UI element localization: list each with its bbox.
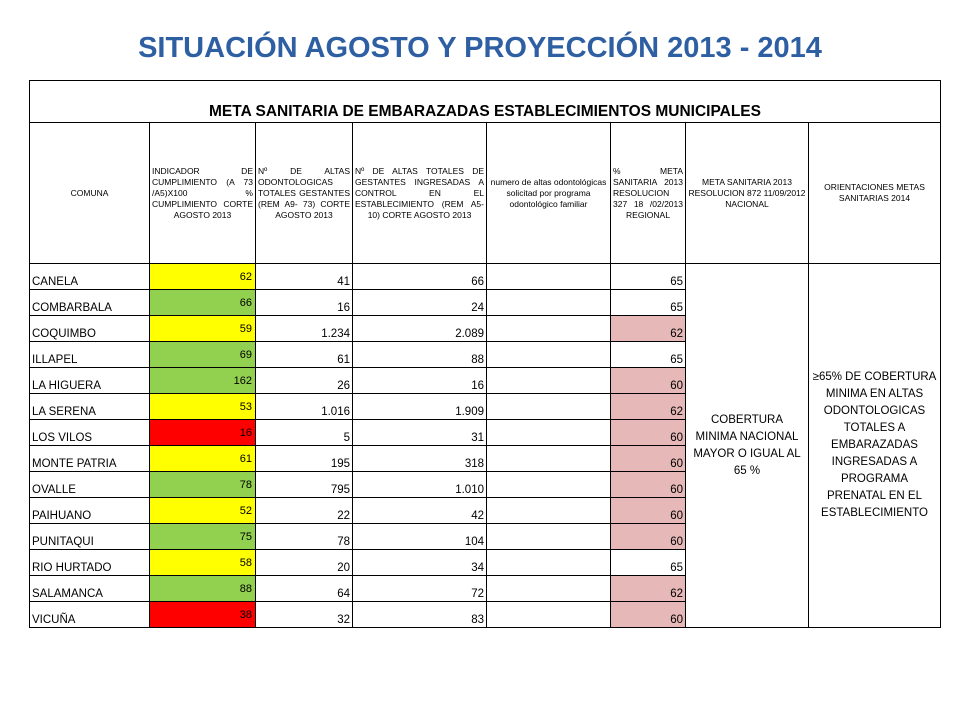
altas-solicitadas-cell bbox=[487, 576, 611, 602]
meta-regional-cell: 62 bbox=[611, 394, 686, 420]
altas-solicitadas-cell bbox=[487, 550, 611, 576]
altas-totales-cell: 24 bbox=[353, 290, 487, 316]
slide-title: SITUACIÓN AGOSTO Y PROYECCIÓN 2013 - 2014 bbox=[138, 32, 822, 64]
altas-odontologicas-cell: 61 bbox=[256, 342, 353, 368]
indicador-cell: 38 bbox=[150, 602, 256, 628]
header-meta-nacional: META SANITARIA 2013 RESOLUCION 872 11/09/2012 NACIONAL bbox=[686, 123, 809, 264]
indicador-cell: 88 bbox=[150, 576, 256, 602]
comuna-cell: COQUIMBO bbox=[30, 316, 150, 342]
altas-totales-cell: 88 bbox=[353, 342, 487, 368]
indicador-cell: 16 bbox=[150, 420, 256, 446]
altas-odontologicas-cell: 78 bbox=[256, 524, 353, 550]
altas-solicitadas-cell bbox=[487, 524, 611, 550]
altas-totales-cell: 1.909 bbox=[353, 394, 487, 420]
altas-odontologicas-cell: 22 bbox=[256, 498, 353, 524]
indicador-cell: 78 bbox=[150, 472, 256, 498]
altas-totales-cell: 104 bbox=[353, 524, 487, 550]
header-indicador: INDICADOR DE CUMPLIMIENTO (A 73 /A5)X100 % CUMPLIMIENTO CORTE AGOSTO 2013 bbox=[150, 123, 256, 264]
indicador-cell: 62 bbox=[150, 264, 256, 290]
altas-solicitadas-cell bbox=[487, 446, 611, 472]
meta-nacional-cell: COBERTURA MINIMA NACIONAL MAYOR O IGUAL AL 65 % bbox=[686, 264, 809, 628]
comuna-cell: LA HIGUERA bbox=[30, 368, 150, 394]
meta-regional-cell: 60 bbox=[611, 472, 686, 498]
meta-regional-cell: 60 bbox=[611, 498, 686, 524]
meta-regional-cell: 65 bbox=[611, 342, 686, 368]
altas-totales-cell: 72 bbox=[353, 576, 487, 602]
altas-totales-cell: 1.010 bbox=[353, 472, 487, 498]
altas-solicitadas-cell bbox=[487, 498, 611, 524]
altas-totales-cell: 34 bbox=[353, 550, 487, 576]
indicador-cell: 75 bbox=[150, 524, 256, 550]
meta-regional-cell: 62 bbox=[611, 316, 686, 342]
table-row bbox=[30, 264, 941, 290]
altas-solicitadas-cell bbox=[487, 420, 611, 446]
altas-totales-cell: 66 bbox=[353, 264, 487, 290]
comuna-cell: CANELA bbox=[30, 264, 150, 290]
meta-sanitaria-table bbox=[29, 80, 941, 628]
altas-solicitadas-cell bbox=[487, 472, 611, 498]
altas-solicitadas-cell bbox=[487, 264, 611, 290]
comuna-cell: SALAMANCA bbox=[30, 576, 150, 602]
altas-solicitadas-cell bbox=[487, 602, 611, 628]
meta-regional-cell: 60 bbox=[611, 524, 686, 550]
altas-solicitadas-cell bbox=[487, 394, 611, 420]
comuna-cell: LA SERENA bbox=[30, 394, 150, 420]
comuna-cell: LOS VILOS bbox=[30, 420, 150, 446]
altas-odontologicas-cell: 795 bbox=[256, 472, 353, 498]
comuna-cell: OVALLE bbox=[30, 472, 150, 498]
altas-solicitadas-cell bbox=[487, 368, 611, 394]
altas-totales-cell: 83 bbox=[353, 602, 487, 628]
altas-totales-cell: 2.089 bbox=[353, 316, 487, 342]
comuna-cell: RIO HURTADO bbox=[30, 550, 150, 576]
header-row bbox=[30, 123, 941, 264]
altas-odontologicas-cell: 195 bbox=[256, 446, 353, 472]
meta-regional-cell: 65 bbox=[611, 264, 686, 290]
altas-solicitadas-cell bbox=[487, 316, 611, 342]
indicador-cell: 162 bbox=[150, 368, 256, 394]
comuna-cell: MONTE PATRIA bbox=[30, 446, 150, 472]
altas-odontologicas-cell: 41 bbox=[256, 264, 353, 290]
header-meta-regional: % META SANITARIA 2013 RESOLUCION 327 18 /02/2013 REGIONAL bbox=[611, 123, 686, 264]
meta-regional-cell: 65 bbox=[611, 290, 686, 316]
indicador-cell: 61 bbox=[150, 446, 256, 472]
altas-totales-cell: 16 bbox=[353, 368, 487, 394]
header-orientaciones-2014: ORIENTACIONES METAS SANITARIAS 2014 bbox=[809, 123, 941, 264]
indicador-cell: 66 bbox=[150, 290, 256, 316]
meta-regional-cell: 60 bbox=[611, 602, 686, 628]
altas-odontologicas-cell: 1.016 bbox=[256, 394, 353, 420]
meta-regional-cell: 62 bbox=[611, 576, 686, 602]
header-altas-solicitadas: numero de altas odontológicas solicitad por programa odontológico familiar bbox=[487, 123, 611, 264]
indicador-cell: 52 bbox=[150, 498, 256, 524]
altas-odontologicas-cell: 5 bbox=[256, 420, 353, 446]
header-altas-totales: Nº DE ALTAS TOTALES DE GESTANTES INGRESADAS A CONTROL EN EL ESTABLECIMIENTO (REM A5-10) CORTE AGOSTO 2013 bbox=[353, 123, 487, 264]
altas-solicitadas-cell bbox=[487, 342, 611, 368]
orientaciones-cell: ≥65% DE COBERTURA MINIMA EN ALTAS ODONTOLOGICAS TOTALES A EMBARAZADAS INGRESADAS A PROGRAMA PRENATAL EN EL ESTABLECIMIENTO bbox=[809, 264, 941, 628]
header-altas-odontologicas: Nº DE ALTAS ODONTOLOGICAS TOTALES GESTANTES (REM A9- 73) CORTE AGOSTO 2013 bbox=[256, 123, 353, 264]
altas-totales-cell: 42 bbox=[353, 498, 487, 524]
table-subtitle: META SANITARIA DE EMBARAZADAS ESTABLECIMIENTOS MUNICIPALES bbox=[30, 81, 941, 123]
comuna-cell: PAIHUANO bbox=[30, 498, 150, 524]
indicador-cell: 58 bbox=[150, 550, 256, 576]
altas-totales-cell: 318 bbox=[353, 446, 487, 472]
meta-regional-cell: 60 bbox=[611, 368, 686, 394]
header-comuna: COMUNA bbox=[30, 123, 150, 264]
altas-solicitadas-cell bbox=[487, 290, 611, 316]
meta-regional-cell: 65 bbox=[611, 550, 686, 576]
altas-odontologicas-cell: 16 bbox=[256, 290, 353, 316]
comuna-cell: ILLAPEL bbox=[30, 342, 150, 368]
indicador-cell: 53 bbox=[150, 394, 256, 420]
indicador-cell: 69 bbox=[150, 342, 256, 368]
altas-odontologicas-cell: 64 bbox=[256, 576, 353, 602]
altas-odontologicas-cell: 20 bbox=[256, 550, 353, 576]
meta-regional-cell: 60 bbox=[611, 420, 686, 446]
comuna-cell: COMBARBALA bbox=[30, 290, 150, 316]
indicador-cell: 59 bbox=[150, 316, 256, 342]
altas-odontologicas-cell: 1.234 bbox=[256, 316, 353, 342]
meta-regional-cell: 60 bbox=[611, 446, 686, 472]
comuna-cell: VICUÑA bbox=[30, 602, 150, 628]
comuna-cell: PUNITAQUI bbox=[30, 524, 150, 550]
altas-totales-cell: 31 bbox=[353, 420, 487, 446]
altas-odontologicas-cell: 32 bbox=[256, 602, 353, 628]
altas-odontologicas-cell: 26 bbox=[256, 368, 353, 394]
